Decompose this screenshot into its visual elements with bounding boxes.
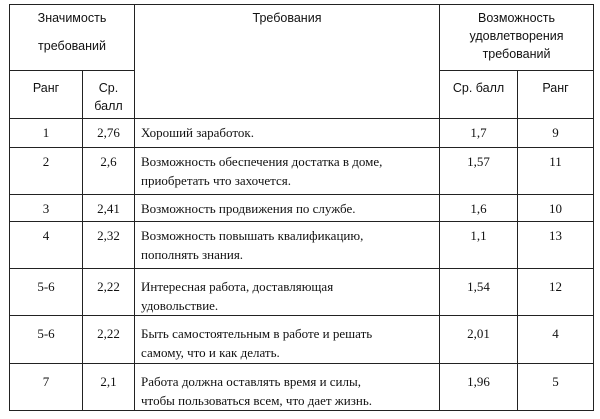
requirement-text-line1: Быть самостоятельным в работе и решать <box>141 326 373 341</box>
possibility-header-line1: Возможность <box>478 11 556 25</box>
rank2-cell: 5 <box>518 364 594 411</box>
requirement-text-line2: приобретать что захочется. <box>141 173 291 188</box>
avg-cell: 2,22 <box>83 269 135 316</box>
requirement-cell <box>135 119 440 148</box>
rank-cell: 5-6 <box>10 269 83 316</box>
rank-cell: 5-6 <box>10 316 83 364</box>
avg-cell: 2,6 <box>83 148 135 195</box>
avg-right-header: Ср. балл <box>440 71 518 119</box>
avg-cell: 2,76 <box>83 119 135 148</box>
table-row <box>10 222 594 269</box>
requirement-cell <box>135 195 440 222</box>
requirement-text-line2: пополнять знания. <box>141 247 244 262</box>
requirement-text-line2: самому, что и как делать. <box>141 345 280 360</box>
table-row <box>10 148 594 195</box>
header-row-top <box>10 5 594 71</box>
rank2-cell: 11 <box>518 148 594 195</box>
avg-cell: 2,22 <box>83 316 135 364</box>
possibility-header-line3: требований <box>482 47 551 61</box>
requirement-text-line1: Хороший заработок. <box>141 125 254 140</box>
avg2-cell: 1,6 <box>440 195 518 222</box>
significance-header-line2: требований <box>38 39 106 53</box>
table-row <box>10 364 594 411</box>
requirement-cell <box>135 316 440 364</box>
requirement-text-line1: Возможность продвижения по службе. <box>141 201 356 216</box>
rank-cell: 3 <box>10 195 83 222</box>
avg2-cell: 1,1 <box>440 222 518 269</box>
avg-cell: 2,32 <box>83 222 135 269</box>
rank2-cell: 4 <box>518 316 594 364</box>
avg-cell: 2,41 <box>83 195 135 222</box>
rank-cell: 7 <box>10 364 83 411</box>
rank-cell: 4 <box>10 222 83 269</box>
rank-cell: 2 <box>10 148 83 195</box>
requirement-text-line1: Работа должна оставлять время и силы, <box>141 374 361 389</box>
rank2-cell: 9 <box>518 119 594 148</box>
rank-right-header: Ранг <box>518 71 594 119</box>
avg2-cell: 2,01 <box>440 316 518 364</box>
requirement-text-line1: Возможность обеспечения достатка в доме, <box>141 154 383 169</box>
avg-left-header-line2: балл <box>94 99 123 113</box>
rank2-cell: 12 <box>518 269 594 316</box>
requirement-cell <box>135 269 440 316</box>
requirement-text-line1: Интересная работа, доставляющая <box>141 279 334 294</box>
avg2-cell: 1,57 <box>440 148 518 195</box>
requirement-cell <box>135 222 440 269</box>
rank2-cell: 13 <box>518 222 594 269</box>
significance-header <box>10 5 135 71</box>
requirements-table <box>9 4 594 411</box>
rank-left-header: Ранг <box>10 71 83 119</box>
avg-left-header <box>83 71 135 119</box>
table-row <box>10 119 594 148</box>
avg-cell: 2,1 <box>83 364 135 411</box>
rank-cell: 1 <box>10 119 83 148</box>
requirement-text-line2: чтобы пользоваться всем, что дает жизнь. <box>141 393 373 408</box>
table-row <box>10 269 594 316</box>
significance-header-line1: Значимость <box>37 11 107 25</box>
table-row <box>10 195 594 222</box>
requirement-text-line2: удовольствие. <box>141 298 219 313</box>
possibility-header <box>440 5 594 71</box>
requirements-header: Требования <box>135 5 440 119</box>
requirement-cell <box>135 364 440 411</box>
avg2-cell: 1,96 <box>440 364 518 411</box>
avg2-cell: 1,54 <box>440 269 518 316</box>
avg2-cell: 1,7 <box>440 119 518 148</box>
table-row <box>10 316 594 364</box>
possibility-header-line2: удовлетворения <box>469 29 564 43</box>
requirement-text-line1: Возможность повышать квалификацию, <box>141 228 364 243</box>
rank2-cell: 10 <box>518 195 594 222</box>
avg-left-header-line1: Ср. <box>98 81 119 95</box>
requirement-cell <box>135 148 440 195</box>
